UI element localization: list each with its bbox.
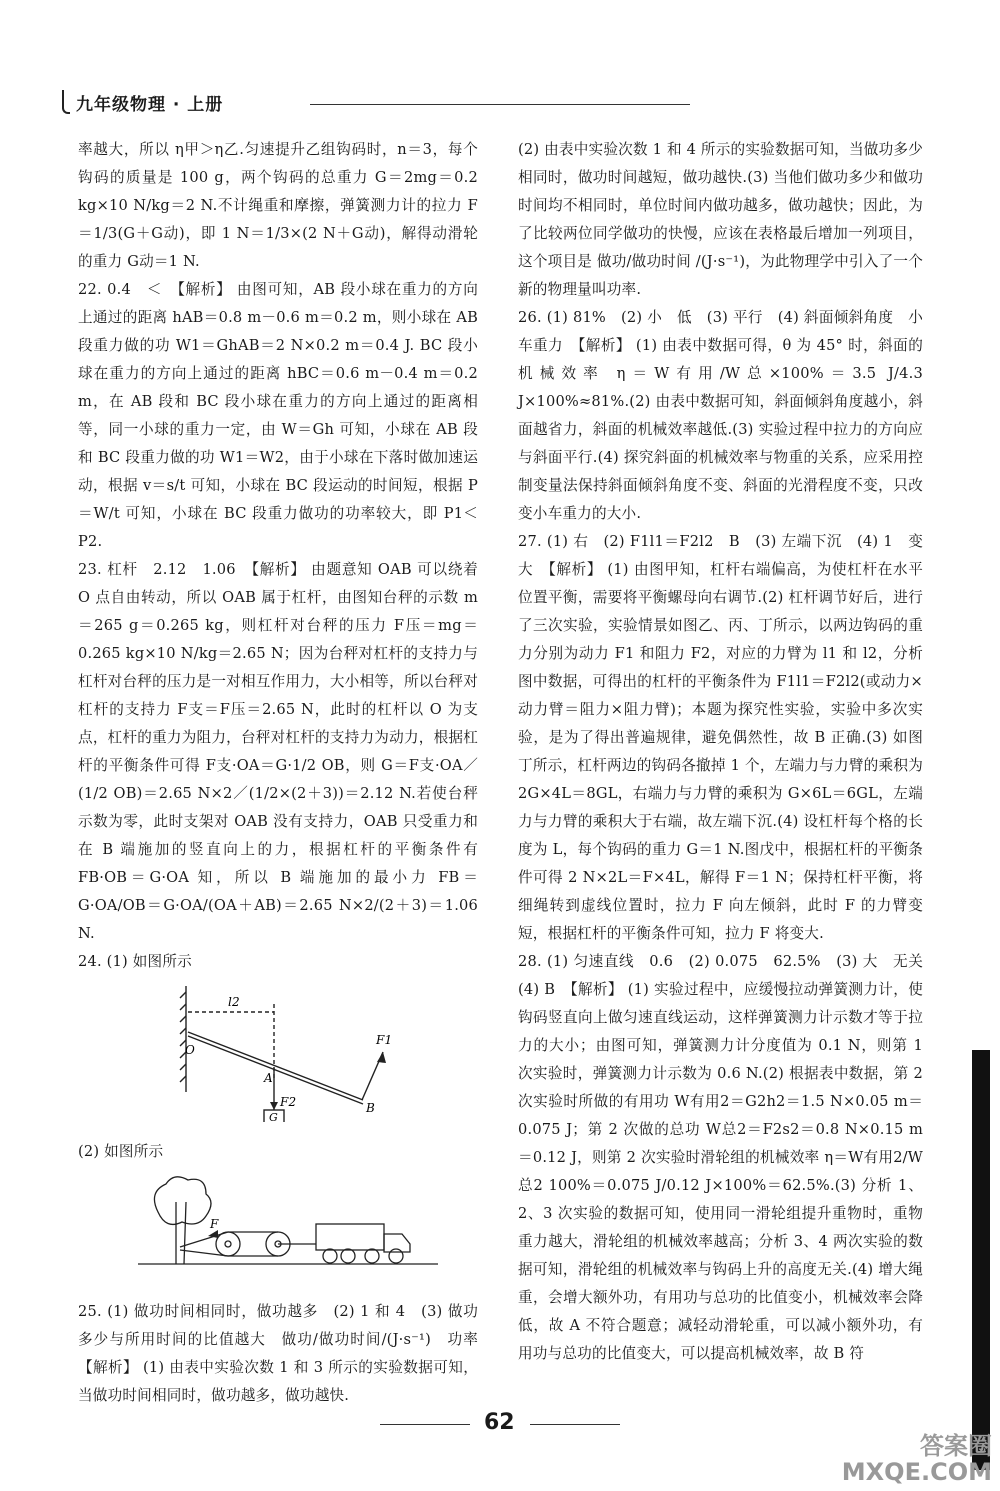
label-F: F (210, 1217, 219, 1231)
page-number: 62 (484, 1410, 515, 1435)
label-F1: F1 (376, 1033, 393, 1047)
answer-28: 28. (1) 匀速直线 0.6 (2) 0.075 62.5% (3) 大 无关 (4) B 【解析】 (1) 实验过程中，应缓慢拉动弹簧测力计，使钩码竖直向上做匀速直线运动，这样弹簧测力计示数才等于拉力的大小；由图可知，弹簧测力计分度值为 0.1 N，则第 1 次实验时，弹簧测力计示数为 0.6 N.(2) 根据表中数据，第 2 次实验时所做的有用功 W有用2＝G2h2＝1.5 N×0.05 m＝0.075 J；第 2 次做的总功 W总2＝F2s2＝0.8 N×0.15 m＝0.12 J，则第 2 次实验时滑轮组的机械效率 η＝W有用2/W总2 100%＝0.075 J/0.12 J×100%＝62.5%.(3) 分析 1、2、3 次实验的数据可知，使用同一滑轮组提升重物时，重物重力越大，滑轮组的机械效率越高；分析 3、4 两次实验的数据可知，滑轮组的机械效率与钩码上升的高度无关.(4) 增大绳重，会增大额外功，有用功与总功的比值变小，机械效率会降低，故 A 不符合题意；减轻动滑轮重，可以减小额外功，有用功与总功的比值变大，可以提高机械效率，故 B 符 (518, 953, 938, 1362)
watermark-logo (842, 1433, 992, 1485)
right-column (518, 136, 938, 1368)
page-header (62, 88, 632, 118)
label-B: B (366, 1101, 376, 1115)
label-O: O (185, 1043, 196, 1057)
footer-rule-left (380, 1424, 470, 1425)
truck-figure (78, 1172, 478, 1292)
answer-24-part1: 24. (1) 如图所示 (78, 953, 192, 970)
watermark-line1: 答案圈 (920, 1432, 992, 1460)
watermark-line2: MXQE.COM (841, 1458, 992, 1486)
answer-27: 27. (1) 右 (2) F1l1＝F2l2 B (3) 左端下沉 (4) 1 变大 【解析】 (1) 由图甲知，杠杆右端偏高，为使杠杆在水平位置平衡，需要将平衡螺母向右调节.(2) 杠杆调节好后，进行了三次实验，实验情景如图乙、丙、丁所示，以两边钩码的重力分别为动力 F1 和阻力 F2，对应的力臂为 l1 和 l2，分析图中数据，可得出的杠杆的平衡条件为 F1l1＝F2l2(或动力×动力臂＝阻力×阻力臂)；本题为探究性实验，实验中多次实验，是为了得出普遍规律，避免偶然性，故 B 正确.(3) 如图丁所示，杠杆两边的钩码各撤掉 1 个，左端力与力臂的乘积为 2G×4L＝8GL，右端力与力臂的乘积为 G×6L＝6GL，左端力与力臂的乘积大于右端，故左端下沉.(4) 设杠杆每个格的长度为 L，每个钩码的重力 G＝1 N.图戊中，根据杠杆的平衡条件可得 2 N×2L＝F×4L，解得 F＝1 N；保持杠杆平衡，将细绳转到虚线位置时，拉力 F 向左倾斜，此时 F 的力臂变短，根据杠杆的平衡条件可知，拉力 F 将变大. (518, 533, 923, 942)
answer-26: 26. (1) 81% (2) 小 低 (3) 平行 (4) 斜面倾斜角度 小车重力 【解析】 (1) 由表中数据可得，θ 为 45° 时，斜面的机械效率 η＝W有用/W总×100%＝3.5 J/4.3 J×100%≈81%.(2) 由表中数据可知，斜面倾斜角度越小，斜面越省力，斜面的机械效率越低.(3) 实验过程中拉力的方向应与斜面平行.(4) 探究斜面的机械效率与物重的关系，应采用控制变量法保持斜面倾斜角度不变、斜面的光滑程度不变，只改变小车重力的大小. (518, 309, 923, 522)
answer-25: 25. (1) 做功时间相同时，做功越多 (2) 1 和 4 (3) 做功多少与所用时间的比值越大 做功/做功时间/(J·s⁻¹) 功率 【解析】 (1) 由表中实验次数 1 和 3 所示的实验数据可知，当做功时间相同时，做功越多，做功越快. (78, 1303, 493, 1404)
answer-21-continued: 率越大，所以 η甲＞η乙.匀速提升乙组钩码时，n＝3，每个钩码的质量是 100 g，两个钩码的总重力 G＝2mg＝0.2 kg×10 N/kg＝2 N.不计绳重和摩擦，弹簧测力计的拉力 F＝1/3(G＋G动)，即 1 N＝1/3×(2 N＋G动)，解得动滑轮的重力 G动＝1 N. (78, 141, 478, 270)
footer-rule-right (530, 1424, 620, 1425)
lever-figure (78, 982, 478, 1132)
header-bracket (62, 90, 70, 114)
label-A: A (264, 1071, 273, 1085)
book-title: 九年级物理 · 上册 (76, 95, 224, 115)
label-l2: l2 (228, 995, 240, 1009)
label-F2: F2 (280, 1095, 297, 1109)
page-edge-shadow (972, 1050, 990, 1470)
label-G: G (269, 1111, 278, 1122)
answer-25-continued: (2) 由表中实验次数 1 和 4 所示的实验数据可知，当做功多少相同时，做功时间越短，做功越快.(3) 当他们做功多少和做功时间均不相同时，单位时间内做功越多，做功越快；因此，为了比较两位同学做功的快慢，应该在表格最后增加一列项目，这个项目是 做功/做功时间 /(J·s⁻¹)，为此物理学中引入了一个新的物理量叫功率. (518, 141, 923, 298)
header-rule (310, 104, 690, 105)
answer-23: 23. 杠杆 2.12 1.06 【解析】 由题意知 OAB 可以绕着 O 点自由转动，所以 OAB 属于杠杆，由图知台秤的示数 m＝265 g＝0.265 kg，则杠杆对台秤的压力 F压＝mg＝0.265 kg×10 N/kg＝2.65 N；因为台秤对杠杆的支持力与杠杆对台秤的压力是一对相互作用力，大小相等，所以台秤对杠杆的支持力 F支＝F压＝2.65 N，此时的杠杆以 O 为支点，杠杆的重力为阻力，台秤对杠杆的支持力为动力，根据杠杆的平衡条件可得 F支·OA＝G·1/2 OB，则 G＝F支·OA／(1/2 OB)＝2.65 N×2／(1/2×(2＋3))＝2.12 N.若使台秤示数为零，此时支架对 OAB 没有支持力，OAB 只受重力和在 B 端施加的竖直向上的力，根据杠杆的平衡条件有 FB·OB＝G·OA 知，所以 B 端施加的最小力 FB＝G·OA/OB＝G·OA/(OA＋AB)＝2.65 N×2/(2＋3)＝1.06 N. (78, 561, 478, 942)
answer-24-part2: (2) 如图所示 (78, 1143, 164, 1160)
left-column (78, 136, 493, 1410)
answer-22: 22. 0.4 ＜ 【解析】 由图可知，AB 段小球在重力的方向上通过的距离 hAB＝0.8 m－0.6 m＝0.2 m，则小球在 AB 段重力做的功 W1＝GhAB＝2 N×0.2 m＝0.4 J. BC 段小球在重力的方向上通过的距离 hBC＝0.6 m－0.4 m＝0.2 m，在 AB 段和 BC 段小球在重力的方向上通过的距离相等，同一小球的重力一定，由 W＝Gh 可知，小球在 AB 段和 BC 段重力做的功 W1＝W2，由于小球在下落时做加速运动，根据 v＝s/t 可知，小球在 BC 段运动的时间短，根据 P＝W/t 可知，小球在 BC 段重力做功的功率较大，即 P1＜P2. (78, 281, 478, 550)
